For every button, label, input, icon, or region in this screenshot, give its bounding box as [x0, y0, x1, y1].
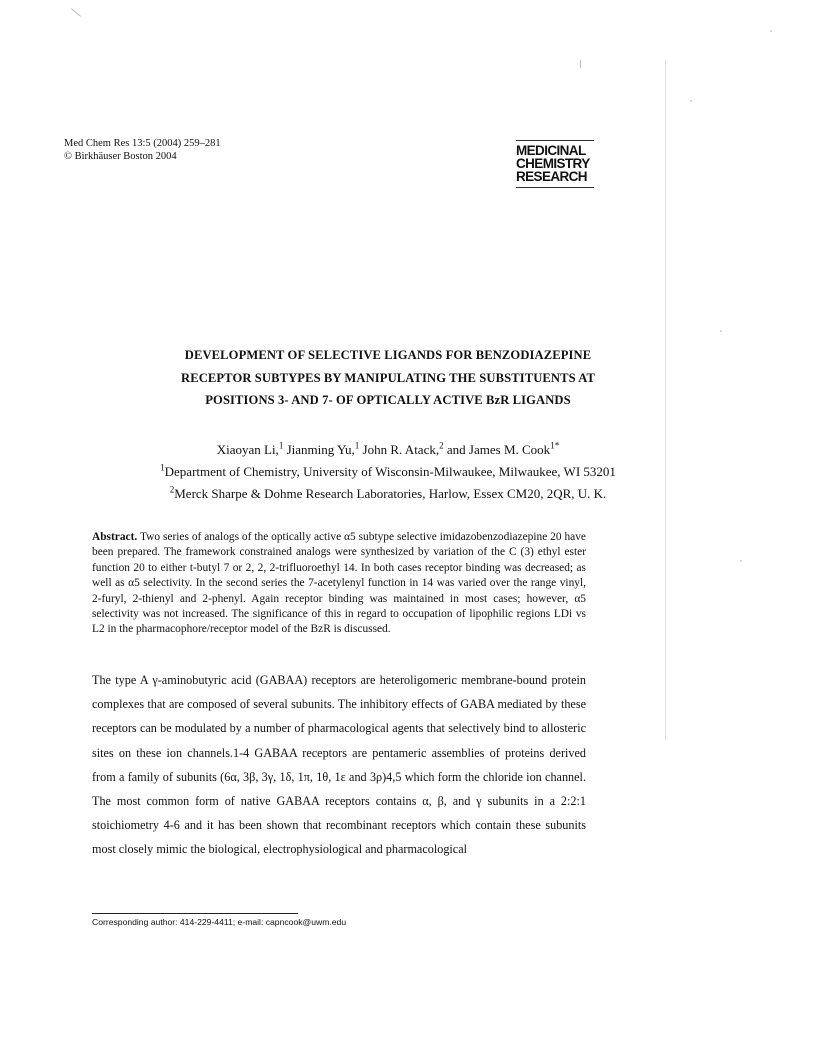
author-name: John R. Atack,	[362, 442, 440, 457]
abstract-text: Two series of analogs of the optically active α5 subtype selective imidazobenzodiazepine 20 have been prepared. The framework constrained analogs were synthesized by variation of the C (3) ethyl ester function 20 to either t-butyl 7 or 2, 2, 2-trifluoroethyl 14. In both cases receptor binding was decreased; as well as α5 selectivity. In the second series the 7-acetylenyl function in 14 was varied over the range vinyl, 2-furyl, 2-thienyl and 2-phenyl. Again receptor binding was maintained in most cases; however, α5 selectivity was not increased. The significance of this in regard to occupation of lipophilic regions LDi vs L2 in the pharmacophore/receptor model of the BzR is discussed.	[92, 531, 586, 636]
scan-artifact	[580, 60, 581, 68]
scan-artifact	[665, 60, 666, 740]
journal-citation	[64, 137, 221, 163]
scan-artifact	[740, 560, 742, 562]
citation-line-volume: Med Chem Res 13:5 (2004) 259–281	[64, 138, 221, 149]
article-title	[100, 344, 676, 412]
affiliation-mark: 1	[160, 462, 165, 473]
title-line: RECEPTOR SUBTYPES BY MANIPULATING THE SUBSTITUENTS AT	[181, 370, 595, 385]
journal-logo	[516, 140, 594, 188]
affiliation-text: Merck Sharpe & Dohme Research Laboratories, Harlow, Essex CM20, 2QR, U. K.	[174, 486, 607, 501]
author-name: Xiaoyan Li,	[216, 442, 279, 457]
author-affiliation-mark: 1*	[550, 440, 560, 451]
affiliation-2	[90, 484, 686, 504]
author-affiliation-mark: 2	[439, 440, 444, 451]
abstract-label: Abstract.	[92, 531, 138, 543]
affiliation-text: Department of Chemistry, University of Wisconsin-Milwaukee, Milwaukee, WI 53201	[164, 464, 616, 479]
affiliation-1	[90, 462, 686, 482]
author-affiliation-mark: 1	[278, 440, 284, 451]
body-paragraph: The type A γ-aminobutyric acid (GABAA) receptors are heteroligomeric membrane-bound protein complexes that are composed of several subunits. The inhibitory effects of GABA mediated by these receptors can be modulated by a number of pharmacological agents that selectively bind to allosteric sites on these ion channels.1-4 GABAA receptors are pentameric assemblies of proteins derived from a family of subunits (6α, 3β, 3γ, 1δ, 1π, 1θ, 1ε and 3ρ)4,5 which form the chloride ion channel. The most common form of native GABAA receptors contains α, β, and γ subunits in a 2:2:1 stoichiometry 4-6 and it has been shown that recombinant receptors which contain these subunits most closely mimic the biological, electrophysiological and pharmacological	[92, 673, 586, 857]
author-affiliation-mark: 1	[354, 440, 360, 451]
title-line: DEVELOPMENT OF SELECTIVE LIGANDS FOR BENZODIAZEPINE	[184, 348, 592, 362]
abstract	[92, 530, 586, 638]
scan-artifact	[720, 330, 722, 332]
title-line: POSITIONS 3- AND 7- OF OPTICALLY ACTIVE BzR LIGANDS	[205, 393, 571, 407]
footnote-divider	[92, 913, 298, 914]
author-list	[100, 440, 676, 460]
journal-logo-line: MEDICINAL	[516, 143, 586, 158]
journal-logo-line: RESEARCH	[516, 169, 587, 184]
affiliation-mark: 2	[169, 484, 175, 495]
journal-logo-line: CHEMISTRY	[516, 156, 590, 171]
corresponding-author-footnote: Corresponding author: 414-229-4411; e-mail: capncook@uwm.edu	[92, 917, 347, 927]
scan-artifact	[690, 100, 692, 102]
citation-line-copyright: © Birkhäuser Boston 2004	[64, 151, 177, 162]
scan-artifact	[770, 30, 772, 32]
author-name: Jianming Yu,	[286, 442, 355, 457]
author-name: and James M. Cook	[446, 442, 551, 457]
scan-artifact	[71, 8, 81, 16]
